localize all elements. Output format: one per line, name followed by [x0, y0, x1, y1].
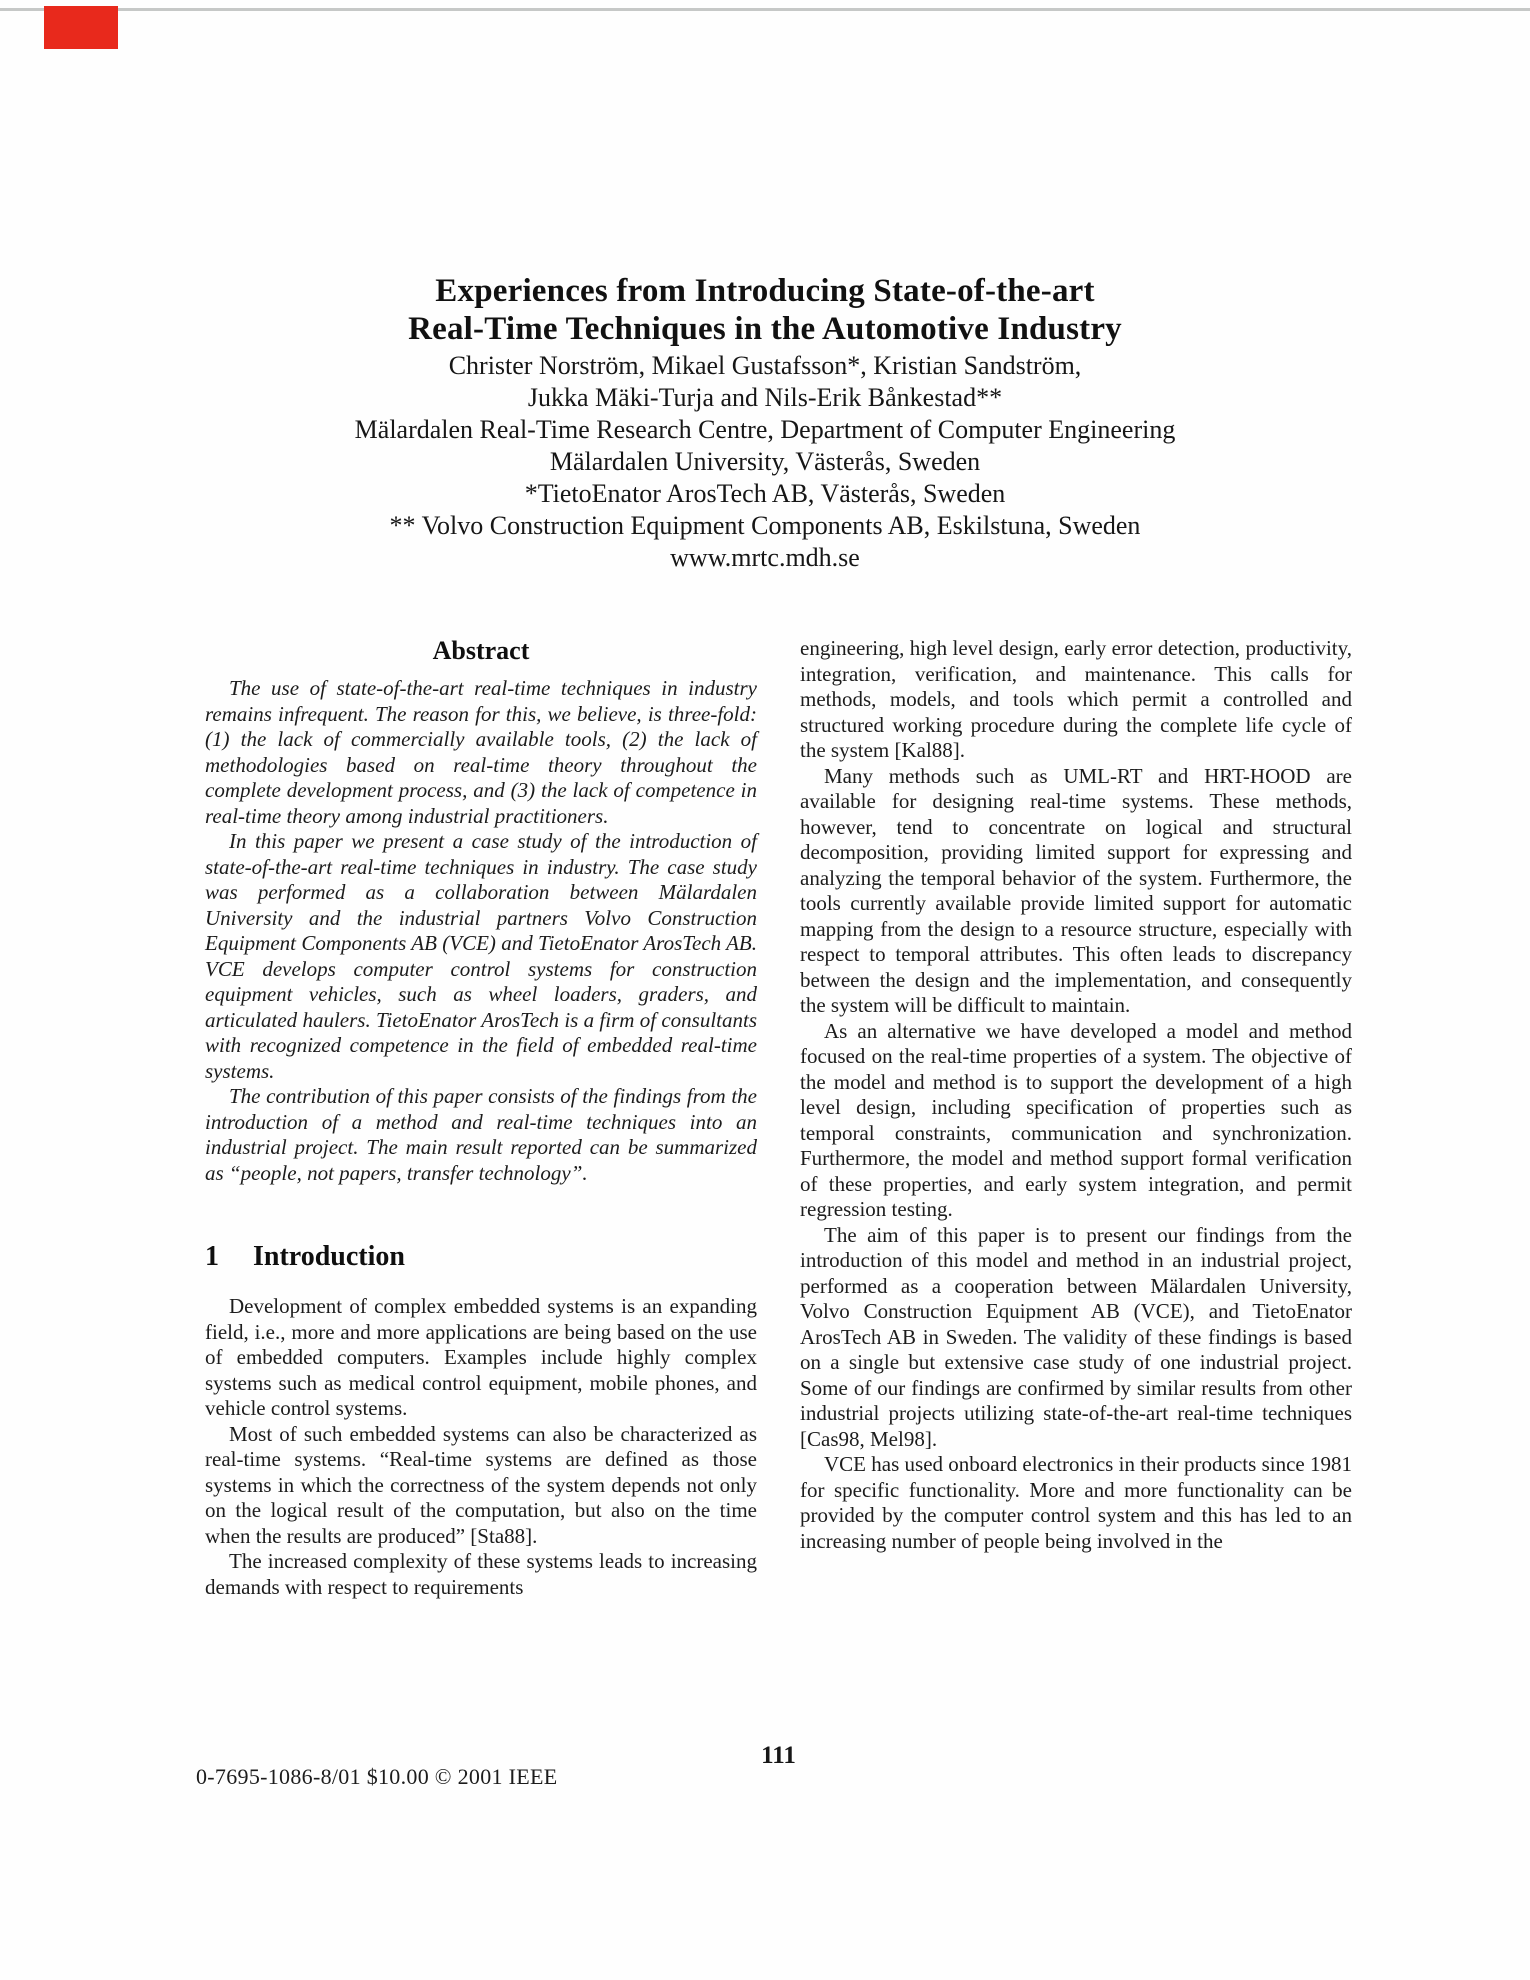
right-column-paragraph-4: The aim of this paper is to present our findings from the introduction of this model and method in an industrial project, performed as a cooperation between Mälardalen University, Volvo Construction Equipment AB (VCE), and TietoEnator ArosTech AB in Sweden. The validity of these findings is based on a single but extensive case study of one industrial project. Some of our findings are confirmed by similar results from other industrial projects utilizing state-of-the-art real-time techniques [Cas98, Mel98].	[800, 1222, 1352, 1451]
affiliation-line-3: *TietoEnator ArosTech AB, Västerås, Sweden	[524, 479, 1006, 508]
abstract-paragraph-2: In this paper we present a case study of the introduction of state-of-the-art real-time techniques in industry. The case study was performed as a collaboration between Mälardalen University and the industrial partners Volvo Construction Equipment Components AB (VCE) and TietoEnator ArosTech AB. VCE develops computer control systems for construction equipment vehicles, such as wheel loaders, graders, and articulated haulers. TietoEnator ArosTech is a firm of consultants with recognized competence in the field of embedded real-time systems.	[205, 829, 757, 1083]
top-edge-rule	[0, 8, 1530, 11]
section-number: 1	[205, 1241, 219, 1272]
introduction-paragraph-1: Development of complex embedded systems is an expanding field, i.e., more and more applications are being based on the use of embedded computers. Examples include highly complex systems such as medical control equipment, mobile phones, and vehicle control systems.	[205, 1294, 757, 1420]
section-heading-introduction	[205, 1242, 757, 1272]
copyright-notice: 0-7695-1086-8/01 $10.00 © 2001 IEEE	[196, 1764, 558, 1789]
paper-header	[0, 272, 1530, 574]
abstract-paragraph-3: The contribution of this paper consists of the findings from the introduction of a method and real-time techniques into an industrial project. The main result reported can be summarized as “people, not papers, transfer technology”.	[205, 1084, 757, 1185]
page-number: 111	[761, 1742, 796, 1769]
affiliation-line-4: ** Volvo Construction Equipment Components AB, Eskilstuna, Sweden	[389, 511, 1141, 540]
abstract-paragraph-1: The use of state-of-the-art real-time techniques in industry remains infrequent. The reason for this, we believe, is three-fold: (1) the lack of commercially available tools, (2) the lack of methodologies based on real-time theory throughout the complete development process, and (3) the lack of competence in real-time theory among industrial practitioners.	[205, 676, 757, 828]
left-column	[205, 636, 757, 1600]
paper-title-line-1: Experiences from Introducing State-of-the-art	[435, 273, 1095, 309]
right-column-paragraph-1: engineering, high level design, early error detection, productivity, integration, verification, and maintenance. This calls for methods, models, and tools which permit a controlled and structured working procedure during the complete life cycle of the system [Kal88].	[800, 636, 1352, 762]
introduction-paragraph-3: The increased complexity of these systems leads to increasing demands with respect to requirements	[205, 1549, 757, 1599]
right-column-paragraph-3: As an alternative we have developed a model and method focused on the real-time properties of a system. The objective of the model and method is to support the development of a high level design, including specification of properties such as temporal constraints, communication and synchronization. Furthermore, the model and method support formal verification of these properties, and early system integration, and permit regression testing.	[800, 1018, 1352, 1221]
affiliation-line-2: Mälardalen University, Västerås, Sweden	[549, 447, 981, 476]
introduction-paragraph-2: Most of such embedded systems can also be characterized as real-time systems. “Real-time systems are defined as those systems in which the correctness of the system depends not only on the logical result of the computation, but also on the time when the results are produced” [Sta88].	[205, 1421, 757, 1548]
section-title: Introduction	[253, 1241, 405, 1272]
right-column-paragraph-2: Many methods such as UML-RT and HRT-HOOD are available for designing real-time systems. These methods, however, tend to concentrate on logical and structural decomposition, providing limited support for expressing and analyzing the temporal behavior of the system. Furthermore, the tools currently available provide limited support for automatic mapping from the design to a resource structure, especially with respect to temporal attributes. This often leads to discrepancy between the design and the implementation, and consequently the system will be difficult to maintain.	[800, 763, 1352, 1017]
red-corner-tag	[44, 6, 118, 49]
abstract-heading: Abstract	[432, 636, 530, 665]
authors-line-2: Jukka Mäki-Turja and Nils-Erik Bånkestad**	[527, 383, 1003, 412]
right-column	[800, 636, 1352, 1554]
author-affiliation-block	[0, 350, 1530, 574]
authors-line-1: Christer Norström, Mikael Gustafsson*, Kristian Sandström,	[448, 351, 1082, 380]
website-url: www.mrtc.mdh.se	[670, 543, 860, 572]
affiliation-line-1: Mälardalen Real-Time Research Centre, Department of Computer Engineering	[354, 415, 1176, 444]
right-column-paragraph-5: VCE has used onboard electronics in their products since 1981 for specific functionality. More and more functionality can be provided by the computer control system and this has led to an increasing number of people being involved in the	[800, 1452, 1352, 1553]
paper-title-line-2: Real-Time Techniques in the Automotive Industry	[408, 311, 1122, 347]
